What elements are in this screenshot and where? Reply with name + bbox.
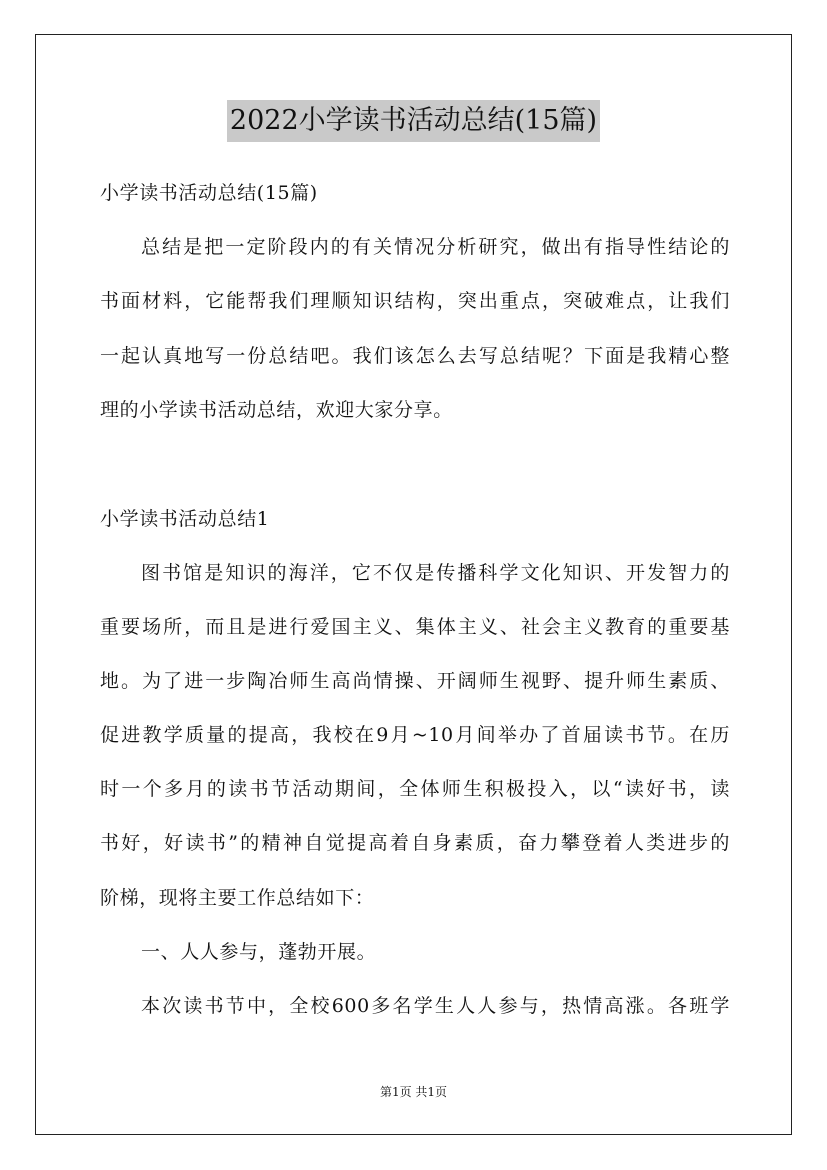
body-line-4: 促进教学质量的提高，我校在9月~10月间举办了首届读书节。在历 xyxy=(100,724,730,746)
title-container xyxy=(0,100,827,142)
body-line-3: 地。为了进一步陶冶师生高尚情操、开阔师生视野、提升师生素质、 xyxy=(100,670,730,692)
page-number: 第1页 共1页 xyxy=(379,1085,448,1099)
intro-line-3: 一起认真地写一份总结吧。我们该怎么去写总结呢？下面是我精心整 xyxy=(100,345,730,367)
body-line-6: 书好，好读书”的精神自觉提高着自身素质，奋力攀登着人类进步的 xyxy=(100,832,730,854)
document-subtitle: 小学读书活动总结(15篇) xyxy=(100,182,318,204)
point-1-heading: 一、人人参与，蓬勃开展。 xyxy=(141,941,377,963)
intro-line-1: 总结是把一定阶段内的有关情况分析研究，做出有指导性结论的 xyxy=(141,236,730,258)
body-line-2: 重要场所，而且是进行爱国主义、集体主义、社会主义教育的重要基 xyxy=(100,616,730,638)
section-heading: 小学读书活动总结1 xyxy=(100,508,270,530)
body-line-5: 时一个多月的读书节活动期间，全体师生积极投入，以“读好书，读 xyxy=(100,778,730,800)
document-title: 2022小学读书活动总结(15篇) xyxy=(227,100,600,142)
body-line-1: 图书馆是知识的海洋，它不仅是传播科学文化知识、开发智力的 xyxy=(141,562,730,584)
body-line-7: 阶梯，现将主要工作总结如下： xyxy=(100,887,375,909)
intro-line-2: 书面材料，它能帮我们理顺知识结构，突出重点，突破难点，让我们 xyxy=(100,290,730,312)
point-1-line: 本次读书节中，全校600多名学生人人参与，热情高涨。各班学 xyxy=(141,995,730,1017)
intro-line-4: 理的小学读书活动总结，欢迎大家分享。 xyxy=(100,399,453,421)
